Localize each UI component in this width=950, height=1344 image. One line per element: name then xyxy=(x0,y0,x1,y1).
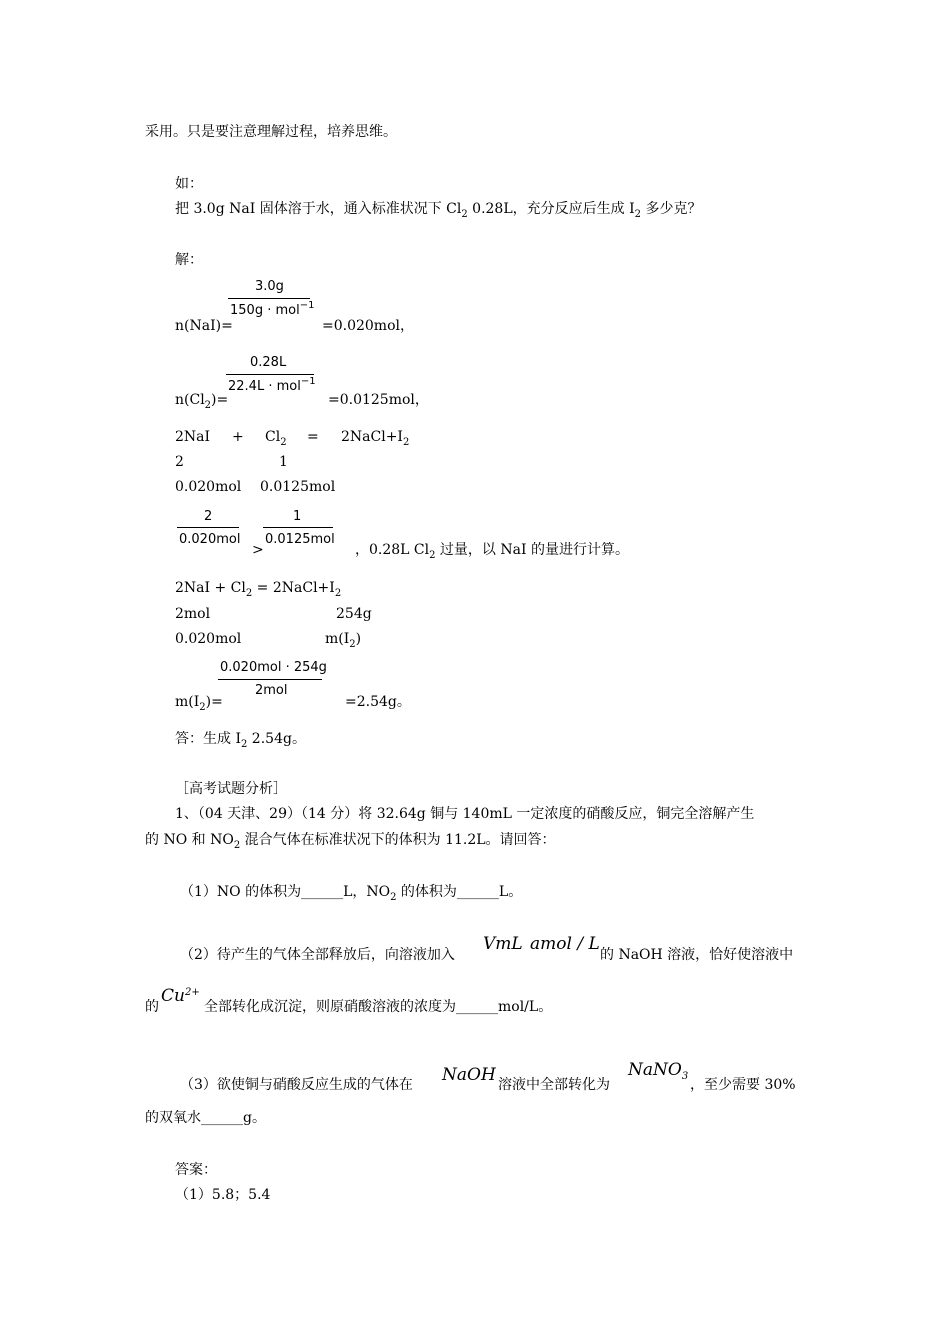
compare-den1: 0.020mol xyxy=(179,532,241,547)
eq2-denominator: 22.4L · mol$^{-1}$ xyxy=(228,376,316,394)
question-2-part-a: （2）待产生的气体全部释放后，向溶液加入 xyxy=(180,947,455,963)
formula-nano3: NaNO$_3$ xyxy=(628,1060,689,1082)
coef-b: 1 xyxy=(279,454,288,470)
row-020-a: 0.020mol xyxy=(175,631,242,647)
compare-num1: 2 xyxy=(204,509,213,524)
reaction1-reactant-a: 2NaI xyxy=(175,429,211,445)
question-3-part-d: 的双氧水______g。 xyxy=(145,1110,266,1126)
mol-b: 0.0125mol xyxy=(260,479,336,495)
question-text: 把 3.0g NaI 固体溶于水，通入标准状况下 $Cl_2$ 0.28L，充分反应后生成 $I_2$ 多少克？ xyxy=(175,201,702,220)
row-020-b: $m(I_2)$ xyxy=(325,631,362,650)
solution-label: 解： xyxy=(175,252,203,268)
eq1-fraction-bar xyxy=(228,298,310,299)
formula-cu: $Cu^{2+}$ xyxy=(161,986,200,1006)
eq2-lhs: $n(Cl_2)=$ xyxy=(175,392,229,411)
question-1: （1）NO 的体积为______L，$NO_2$ 的体积为______L。 xyxy=(180,884,523,903)
compare-den2: 0.0125mol xyxy=(265,532,335,547)
reaction2: $2NaI + Cl_2$ = $2NaCl+I_2$ xyxy=(175,580,342,599)
compare-bar2 xyxy=(263,527,333,528)
eq3-numerator: 0.020mol · 254g xyxy=(220,660,327,675)
problem1-line1: 1、（04 天津、29）（14 分）将 32.64g 铜与 140mL 一定浓度的硝酸反应，铜完全溶解产生 xyxy=(175,806,755,822)
intro-text: 采用。只是要注意理解过程，培养思维。 xyxy=(145,124,397,140)
answer-1: （1）5.8；5.4 xyxy=(175,1187,271,1203)
eq1-numerator: 3.0g xyxy=(255,279,284,294)
reaction1-plus: + xyxy=(232,429,244,445)
eq3-fraction-bar xyxy=(218,679,322,680)
compare-num2: 1 xyxy=(293,509,302,524)
reaction1-reactant-b: $Cl_2$ xyxy=(265,429,287,448)
question-3-part-b: 溶液中全部转化为 xyxy=(498,1077,610,1093)
formula-amol: amol / L xyxy=(530,934,600,954)
eq3-denominator: 2mol xyxy=(255,683,288,698)
mol-a: 0.020mol xyxy=(175,479,242,495)
compare-gt: > xyxy=(252,542,264,558)
compare-bar1 xyxy=(177,527,239,528)
eq1-rhs: =0.020mol， xyxy=(322,318,414,334)
formula-vml: VmL xyxy=(483,934,523,954)
problem1-line2: 的 NO 和 $NO_2$ 混合气体在标准状况下的体积为 11.2L。请回答： xyxy=(145,832,556,851)
example-label: 如： xyxy=(175,176,203,192)
answer-line: 答：生成 $I_2$ 2.54g。 xyxy=(175,731,306,750)
compare-text: ，0.28L $Cl_2$ 过量，以 NaI 的量进行计算。 xyxy=(355,542,629,561)
coef-a: 2 xyxy=(175,454,184,470)
eq2-fraction-bar xyxy=(226,374,314,375)
section-title: ［高考试题分析］ xyxy=(175,781,287,797)
reaction1-equals: = xyxy=(307,429,319,445)
question-3-part-a: （3）欲使铜与硝酸反应生成的气体在 xyxy=(180,1077,413,1093)
answer-label: 答案： xyxy=(175,1162,217,1178)
question-2-part-c: 的 xyxy=(145,999,159,1015)
row-2mol-b: 254g xyxy=(336,606,372,622)
question-3-part-c: ，至少需要 30% xyxy=(690,1077,796,1093)
reaction1-products: $2NaCl+I_2$ xyxy=(341,429,410,448)
formula-naoh: NaOH xyxy=(442,1065,496,1085)
eq2-rhs: =0.0125mol， xyxy=(328,392,429,408)
eq1-denominator: 150g · mol$^{-1}$ xyxy=(230,300,315,318)
eq1-lhs: n(NaI)= xyxy=(175,318,233,334)
eq3-rhs: =2.54g。 xyxy=(345,694,411,710)
eq3-lhs: $m(I_2)=$ xyxy=(175,694,223,713)
row-2mol-a: 2mol xyxy=(175,606,211,622)
question-2-part-d: 全部转化成沉淀，则原硝酸溶液的浓度为______mol/L。 xyxy=(204,999,553,1015)
eq2-numerator: 0.28L xyxy=(250,355,287,370)
question-2-part-b: 的 NaOH 溶液，恰好使溶液中 xyxy=(600,947,794,963)
